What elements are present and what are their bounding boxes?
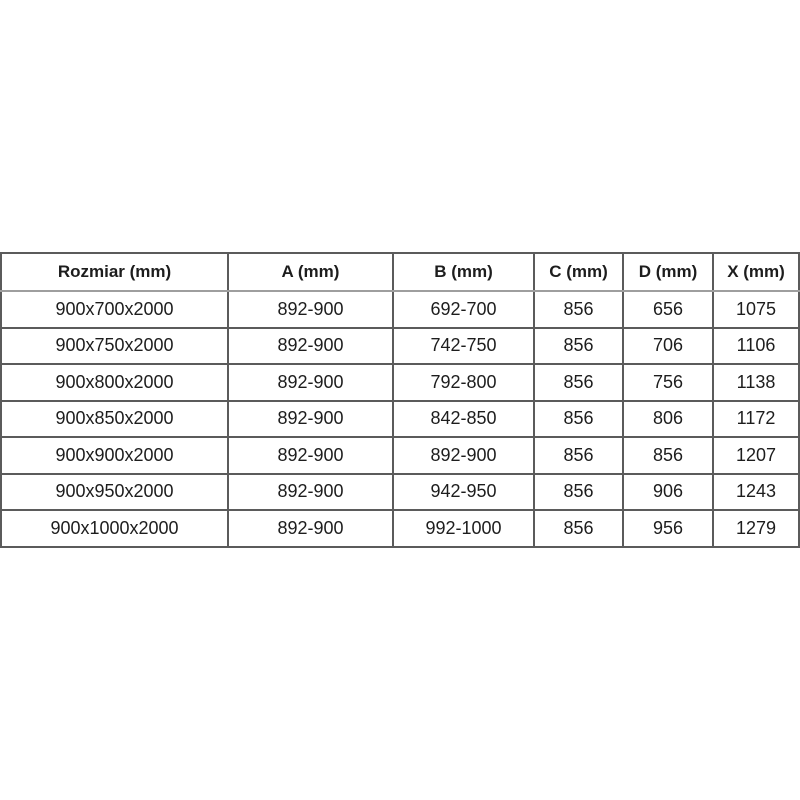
table-cell-b: 942-950 [393, 474, 534, 511]
table-cell-c: 856 [534, 401, 623, 438]
table-cell-d: 856 [623, 437, 713, 474]
table-cell-c: 856 [534, 328, 623, 365]
table-cell-c: 856 [534, 364, 623, 401]
header-cell-b: B (mm) [393, 253, 534, 291]
table-row [1, 474, 799, 511]
table-cell-b: 992-1000 [393, 510, 534, 547]
table-cell-a: 892-900 [228, 510, 393, 547]
table-cell-a: 892-900 [228, 328, 393, 365]
table-cell-d: 656 [623, 291, 713, 328]
table-cell-b: 742-750 [393, 328, 534, 365]
table-cell-rozmiar: 900x750x2000 [1, 328, 228, 365]
table-cell-rozmiar: 900x1000x2000 [1, 510, 228, 547]
table-row [1, 510, 799, 547]
header-cell-a: A (mm) [228, 253, 393, 291]
table-cell-c: 856 [534, 291, 623, 328]
table-row [1, 437, 799, 474]
table-cell-c: 856 [534, 510, 623, 547]
header-cell-c: C (mm) [534, 253, 623, 291]
table-cell-b: 892-900 [393, 437, 534, 474]
table-cell-a: 892-900 [228, 291, 393, 328]
table-cell-d: 956 [623, 510, 713, 547]
table-cell-b: 842-850 [393, 401, 534, 438]
table-row [1, 364, 799, 401]
table-cell-a: 892-900 [228, 437, 393, 474]
table-cell-c: 856 [534, 474, 623, 511]
table-cell-d: 756 [623, 364, 713, 401]
header-cell-x: X (mm) [713, 253, 799, 291]
table-cell-rozmiar: 900x950x2000 [1, 474, 228, 511]
table-cell-x: 1106 [713, 328, 799, 365]
table-cell-x: 1138 [713, 364, 799, 401]
table-header-row [1, 253, 799, 291]
table-cell-x: 1172 [713, 401, 799, 438]
table-cell-a: 892-900 [228, 401, 393, 438]
table-cell-c: 856 [534, 437, 623, 474]
table-cell-rozmiar: 900x900x2000 [1, 437, 228, 474]
header-cell-rozmiar: Rozmiar (mm) [1, 253, 228, 291]
table-cell-x: 1207 [713, 437, 799, 474]
table-cell-rozmiar: 900x800x2000 [1, 364, 228, 401]
table-cell-b: 792-800 [393, 364, 534, 401]
table-cell-d: 806 [623, 401, 713, 438]
table-cell-rozmiar: 900x700x2000 [1, 291, 228, 328]
table-cell-d: 906 [623, 474, 713, 511]
table-cell-d: 706 [623, 328, 713, 365]
table-cell-rozmiar: 900x850x2000 [1, 401, 228, 438]
table-row [1, 328, 799, 365]
table-cell-a: 892-900 [228, 364, 393, 401]
table-cell-b: 692-700 [393, 291, 534, 328]
table-row [1, 291, 799, 328]
table-cell-x: 1243 [713, 474, 799, 511]
header-cell-d: D (mm) [623, 253, 713, 291]
table-row [1, 401, 799, 438]
table-cell-x: 1075 [713, 291, 799, 328]
table-cell-a: 892-900 [228, 474, 393, 511]
table-cell-x: 1279 [713, 510, 799, 547]
dimensions-table [0, 252, 800, 548]
